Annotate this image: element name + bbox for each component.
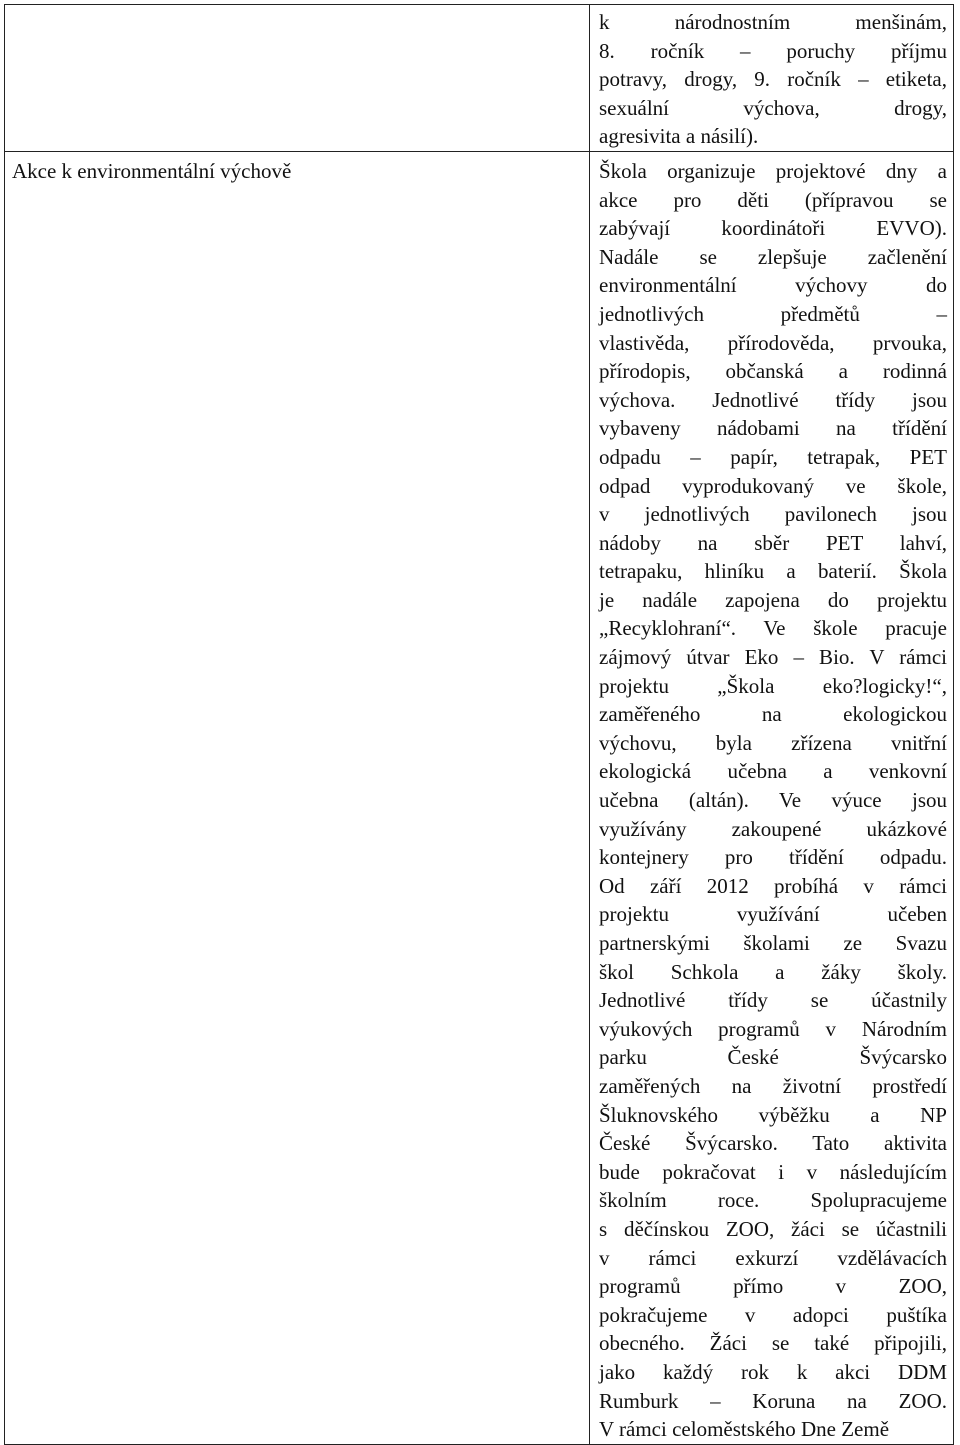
text-line: zaměřeného na ekologickou: [599, 702, 947, 727]
text-line: odpadu – papír, tetrapak, PET: [599, 444, 947, 469]
text-line: s děčínskou ZOO, žáci se účastnili: [599, 1216, 947, 1241]
row-text-cell: [590, 5, 954, 152]
text-line: výchova. Jednotlivé třídy jsou: [599, 387, 947, 412]
table-row-environmental-education: [5, 151, 954, 1444]
text-line: tetrapaku, hliníku a baterií. Škola: [599, 559, 947, 584]
text-line: akce pro děti (přípravou se: [599, 187, 947, 212]
text-line: Jednotlivé třídy se účastnily: [599, 988, 947, 1013]
row-text-cell: [590, 151, 954, 1444]
row-label-cell: [5, 151, 590, 1444]
text-line: zabývají koordinátoři EVVO).: [599, 216, 947, 241]
text-line: učebna (altán). Ve výuce jsou: [599, 788, 947, 813]
text-line: obecného. Žáci se také připojili,: [599, 1331, 947, 1356]
text-line: jednotlivých předmětů –: [599, 301, 947, 326]
text-line: 8. ročník – poruchy příjmu: [599, 38, 947, 63]
text-line: Rumburk – Koruna na ZOO.: [599, 1388, 947, 1413]
text-line: Od září 2012 probíhá v rámci: [599, 873, 947, 898]
text-line: partnerskými školami ze Svazu: [599, 931, 947, 955]
row-label: [5, 5, 589, 10]
text-line: sexuální výchova, drogy,: [599, 95, 947, 120]
row-text-block: [590, 5, 953, 151]
text-line: odpad vyprodukovaný ve škole,: [599, 473, 947, 498]
text-line: v rámci exkurzí vzdělávacích: [599, 1245, 947, 1270]
text-line: pokračujeme v adopci puštíka: [599, 1302, 947, 1327]
row-label-environmental-education: Akce k environmentální výchově: [12, 158, 292, 183]
text-line: projektu využívání učeben: [599, 902, 947, 927]
text-line: je nadále zapojena do projektu: [599, 587, 947, 612]
text-line: parku České Švýcarsko: [599, 1045, 947, 1070]
text-line: k národnostním menšinám,: [599, 10, 947, 34]
text-line: přírodopis, občanská a rodinná: [599, 359, 947, 384]
text-line: environmentální výchovy do: [599, 273, 947, 298]
text-line: zájmový útvar Eko – Bio. V rámci: [599, 645, 947, 670]
text-line: Šluknovského výběžku a NP: [599, 1102, 947, 1127]
text-line: jako každý rok k akci DDM: [599, 1359, 947, 1384]
text-line: školním roce. Spolupracujeme: [599, 1188, 947, 1213]
text-line: ekologická učebna a venkovní: [599, 759, 947, 784]
text-line: zaměřených na životní prostředí: [599, 1073, 947, 1098]
text-line: V rámci celoměstského Dne Země: [599, 1417, 890, 1442]
row-text-block: [590, 152, 953, 1444]
text-line: výukových programů v Národním: [599, 1016, 947, 1041]
text-line: Nadále se zlepšuje začlenění: [599, 244, 947, 269]
table-row-previous-continued: [5, 5, 954, 152]
document-table: [4, 4, 954, 1445]
text-line: využívány zakoupené ukázkové: [599, 816, 947, 841]
text-line: vlastivěda, přírodověda, prvouka,: [599, 330, 947, 355]
row-label-cell-empty: [5, 5, 590, 152]
text-line: výchovu, byla zřízena vnitřní: [599, 730, 947, 755]
text-line: agresivita a násilí).: [599, 124, 759, 149]
text-line: potravy, drogy, 9. ročník – etiketa,: [599, 67, 947, 92]
text-line: České Švýcarsko. Tato aktivita: [599, 1131, 947, 1156]
text-line: „Recyklohraní“. Ve škole pracuje: [599, 616, 947, 641]
text-line: programů přímo v ZOO,: [599, 1274, 947, 1299]
text-line: projektu „Škola eko?logicky!“,: [599, 673, 947, 698]
text-line: Škola organizuje projektové dny a: [599, 158, 947, 183]
text-line: bude pokračovat i v následujícím: [599, 1159, 947, 1184]
text-line: škol Schkola a žáky školy.: [599, 959, 947, 984]
text-line: kontejnery pro třídění odpadu.: [599, 845, 947, 870]
text-line: nádoby na sběr PET lahví,: [599, 530, 947, 555]
text-line: vybaveny nádobami na třídění: [599, 416, 947, 441]
text-line: v jednotlivých pavilonech jsou: [599, 502, 947, 527]
